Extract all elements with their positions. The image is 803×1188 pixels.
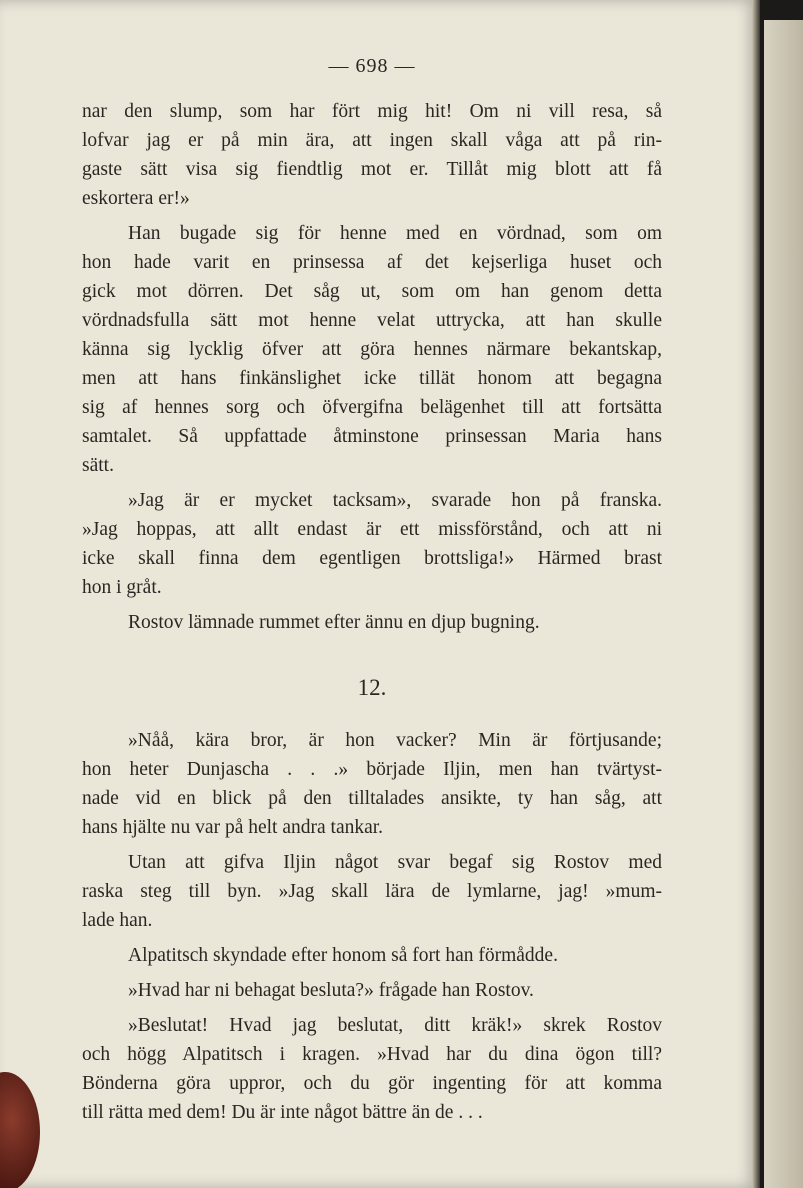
text-line: gaste sätt visa sig fiendtlig mot er. Tillåt mig blott att få [82,159,662,180]
paragraph [82,486,662,602]
text-line: nade vid en blick på den tilltalades ansikte, ty han såg, att [82,788,662,809]
text-line: »Beslutat! Hvad jag beslutat, ditt kräk!» skrek Rostov [128,1015,662,1036]
chapter-heading: 12. [357,675,387,700]
text-line: Rostov lämnade rummet efter ännu en djup bugning. [128,612,540,633]
text-line: vördnadsfulla sätt mot henne velat uttrycka, att han skulle [82,310,662,331]
text-line: sätt. [82,455,114,476]
paragraph [82,726,662,842]
text-line: »Hvad har ni behagat besluta?» frågade han Rostov. [128,980,534,1001]
body-paragraphs [82,97,662,637]
text-line: lofvar jag er på min ära, att ingen skall våga att på rin- [82,130,662,151]
text-line: känna sig lycklig öfver att göra hennes närmare bekantskap, [82,339,662,360]
text-line: Bönderna göra uppror, och du gör ingenting för att komma [82,1073,662,1094]
text-line: hon i gråt. [82,577,162,598]
paragraph [82,97,662,213]
text-line: eskortera er!» [82,188,190,209]
text-line: men att hans finkänslighet icke tillät honom att begagna [82,368,662,389]
text-line: nar den slump, som har fört mig hit! Om ni vill resa, så [82,101,662,122]
text-line: »Jag är er mycket tacksam», svarade hon på franska. [128,490,662,511]
text-line: »Nåå, kära bror, är hon vacker? Min är förtjusande; [128,730,662,751]
page-number: — 698 — [328,55,416,77]
text-line: sig af hennes sorg och öfvergifna belägenhet till att fortsätta [82,397,662,418]
adjacent-page-edge [764,20,803,1188]
text-line: samtalet. Så uppfattade åtminstone prinsessan Maria hans [82,426,662,447]
text-line: gick mot dörren. Det såg ut, som om han genom detta [82,281,662,302]
paragraph [82,941,662,970]
page-text-block [82,52,662,1133]
text-line: Han bugade sig för henne med en vördnad, som om [128,223,662,244]
paragraph [82,848,662,935]
paragraph [82,219,662,480]
paragraph [82,1011,662,1127]
chapter-paragraphs [82,726,662,1127]
paragraph [82,976,662,1005]
text-line: lade han. [82,910,153,931]
text-line: Utan att gifva Iljin något svar begaf sig Rostov med [128,852,662,873]
text-line: raska steg till byn. »Jag skall lära de lymlarne, jag! »mum- [82,881,662,902]
text-line: hon hade varit en prinsessa af det kejserliga huset och [82,252,662,273]
text-line: och högg Alpatitsch i kragen. »Hvad har du dina ögon till? [82,1044,662,1065]
text-line: Alpatitsch skyndade efter honom så fort han förmådde. [128,945,558,966]
text-line: hans hjälte nu var på helt andra tankar. [82,817,384,838]
page-spine-shadow [752,0,760,1188]
text-line: hon heter Dunjascha . . .» började Iljin, men han tvärtyst- [82,759,662,780]
text-line: till rätta med dem! Du är inte något bättre än de . . . [82,1102,483,1123]
paragraph [82,608,662,637]
text-line: »Jag hoppas, att allt endast är ett missförstånd, och att ni [82,519,662,540]
text-line: icke skall finna dem egentligen brottsliga!» Härmed brast [82,548,662,569]
